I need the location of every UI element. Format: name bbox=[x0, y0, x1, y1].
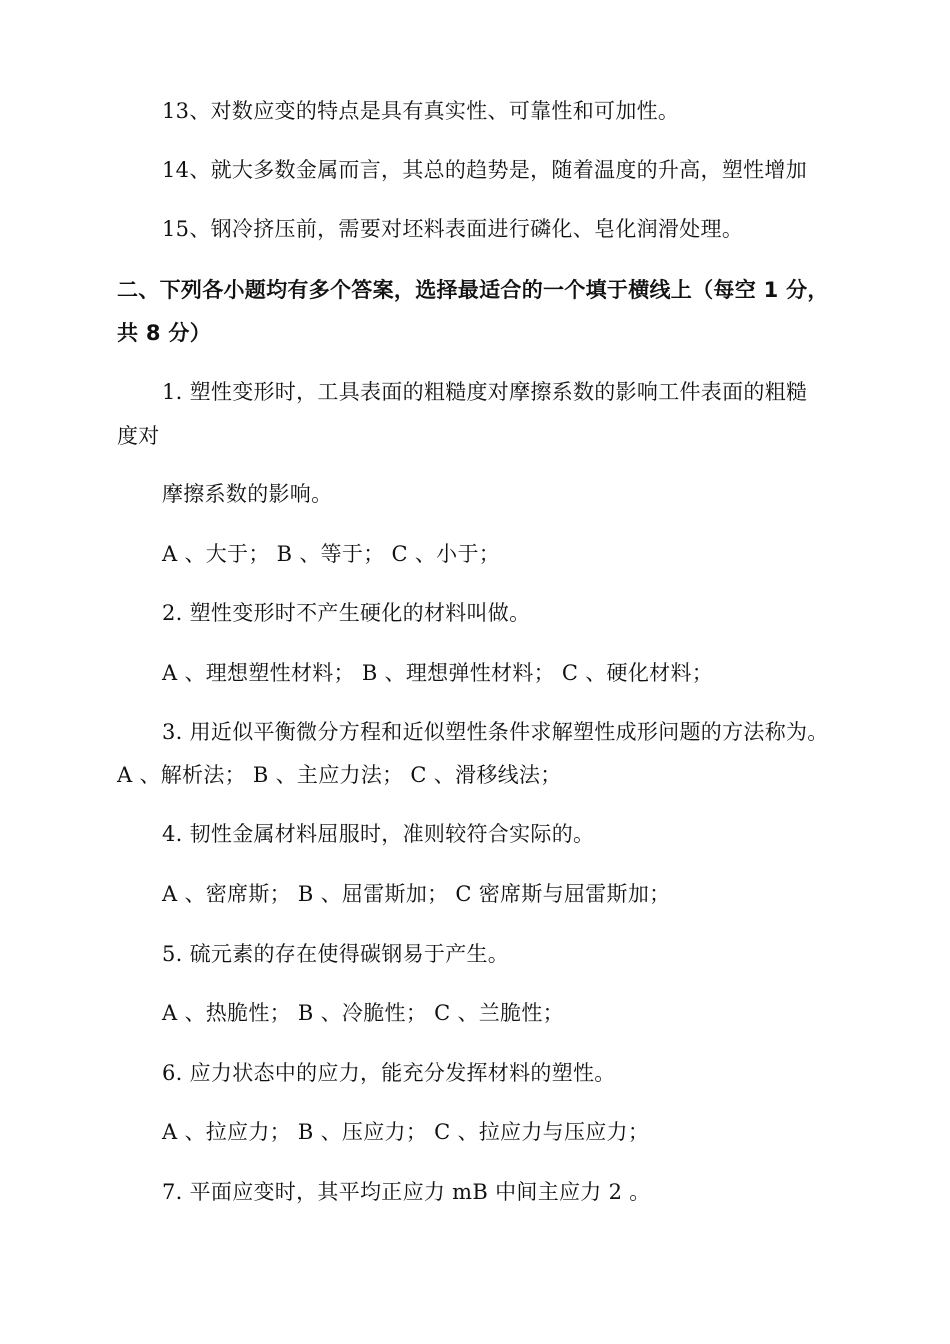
section-2-heading: 二、下列各小题均有多个答案，选择最适合的一个填于横线上（每空 1 分， bbox=[117, 278, 829, 302]
question-7-text: 7. 平面应变时，其平均正应力 mB 中间主应力 2 。 bbox=[162, 1180, 651, 1204]
question-4-options: A 、密席斯； B 、屈雷斯加； C 密席斯与屈雷斯加； bbox=[162, 882, 671, 906]
question-4-text: 4. 韧性金属材料屈服时，准则较符合实际的。 bbox=[162, 822, 595, 846]
question-1-text-cont: 度对 bbox=[117, 424, 160, 448]
question-3-text: 3. 用近似平衡微分方程和近似塑性条件求解塑性成形问题的方法称为。 bbox=[162, 720, 829, 744]
section-2-heading-cont: 共 8 分） bbox=[117, 321, 212, 345]
item-15: 15、钢冷挤压前，需要对坯料表面进行磷化、皂化润滑处理。 bbox=[162, 217, 744, 241]
question-6-options: A 、拉应力； B 、压应力； C 、拉应力与压应力； bbox=[162, 1120, 650, 1144]
item-13: 13、对数应变的特点是具有真实性、可靠性和可加性。 bbox=[162, 99, 680, 123]
question-1-text: 1. 塑性变形时，工具表面的粗糙度对摩擦系数的影响工件表面的粗糙 bbox=[162, 380, 808, 404]
question-5-text: 5. 硫元素的存在使得碳钢易于产生。 bbox=[162, 942, 510, 966]
question-1-options: A 、大于； B 、等于； C 、小于； bbox=[162, 542, 501, 566]
question-3-options: A 、解析法； B 、主应力法； C 、滑移线法； bbox=[117, 763, 562, 787]
question-6-text: 6. 应力状态中的应力，能充分发挥材料的塑性。 bbox=[162, 1061, 616, 1085]
question-2-text: 2. 塑性变形时不产生硬化的材料叫做。 bbox=[162, 601, 531, 625]
question-2-options: A 、理想塑性材料； B 、理想弹性材料； C 、硬化材料； bbox=[162, 661, 714, 685]
question-5-options: A 、热脆性； B 、冷脆性； C 、兰脆性； bbox=[162, 1001, 564, 1025]
item-14: 14、就大多数金属而言，其总的趋势是，随着温度的升高，塑性增加 bbox=[162, 158, 808, 182]
question-1-text-cont2: 摩擦系数的影响。 bbox=[162, 482, 333, 506]
